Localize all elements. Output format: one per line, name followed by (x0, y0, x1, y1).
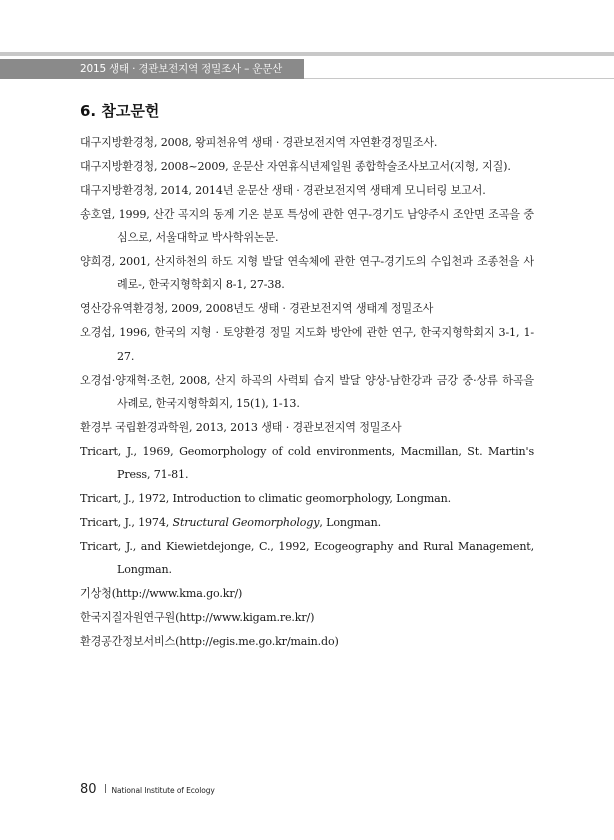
reference-item: 한국지질자원연구원(http://www.kigam.re.kr/) (80, 611, 315, 625)
reference-item: 대구지방환경청, 2014, 2014년 운문산 생태 · 경관보전지역 생태계 모니터링 보고서. (80, 184, 486, 197)
footer-divider (105, 784, 106, 793)
header-top-rule (0, 52, 614, 56)
reference-item: 영산강유역환경청, 2009, 2008년도 생태 · 경관보전지역 생태계 정밀조사 (80, 302, 434, 316)
reference-item: 환경부 국립환경과학원, 2013, 2013 생태 · 경관보전지역 정밀조사 (80, 420, 402, 434)
reference-item: 기상청(http://www.kma.go.kr/) (80, 587, 243, 601)
reference-item: Tricart, J., 1972, Introduction to climatic geomorphology, Longman. (80, 492, 451, 506)
header-bottom-rule (304, 78, 614, 79)
running-header-tab (0, 59, 304, 79)
running-header-title: 2015 생태 · 경관보전지역 정밀조사 – 운문산 (80, 63, 283, 75)
reference-item: Tricart, J., 1969, Geomorphology of cold environments, Macmillan, St. Martin's Press, 71-81. (80, 444, 534, 482)
page-footer (80, 778, 215, 797)
reference-post: , Longman. (319, 516, 381, 530)
reference-italic-title: Structural Geomorphology (172, 516, 320, 530)
reference-item (80, 511, 534, 534)
section-title: 6. 참고문헌 (80, 102, 160, 120)
reference-item: 양희경, 2001, 산지하천의 하도 지형 발달 연속체에 관한 연구-경기도의 수입천과 조종천을 사례로-, 한국지형학회지 8-1, 27-38. (80, 255, 534, 292)
reference-item: 환경공간정보서비스(http://egis.me.go.kr/main.do) (80, 635, 339, 649)
reference-item: Tricart, J., and Kiewietdejonge, C., 1992, Ecogeography and Rural Management, Longman. (80, 540, 534, 577)
footer-organization: National Institute of Ecology (111, 786, 215, 795)
reference-item: 오경섭·양재혁·조헌, 2008, 산지 하곡의 사력퇴 습지 발달 양상-남한강과 금강 중·상류 하곡을 사례로, 한국지형학회지, 15(1), 1-13. (80, 373, 534, 410)
reference-list (80, 131, 534, 654)
page-number: 80 (80, 782, 97, 797)
reference-item: 대구지방환경청, 2008, 왕피천유역 생태 · 경관보전지역 자연환경정밀조사. (80, 136, 438, 149)
reference-pre: Tricart, J., 1974, (80, 516, 173, 530)
reference-item: 오경섭, 1996, 한국의 지형 · 토양환경 정밀 지도화 방안에 관한 연구, 한국지형학회지 3-1, 1-27. (80, 326, 534, 363)
reference-item: 대구지방환경청, 2008~2009, 운문산 자연휴식년제일원 종합학술조사보고서(지형, 지질). (80, 160, 511, 173)
reference-item: 송호열, 1999, 산간 곡지의 동계 기온 분포 특성에 관한 연구-경기도 남양주시 조안면 조곡을 중심으로, 서울대학교 박사학위논문. (80, 208, 534, 245)
